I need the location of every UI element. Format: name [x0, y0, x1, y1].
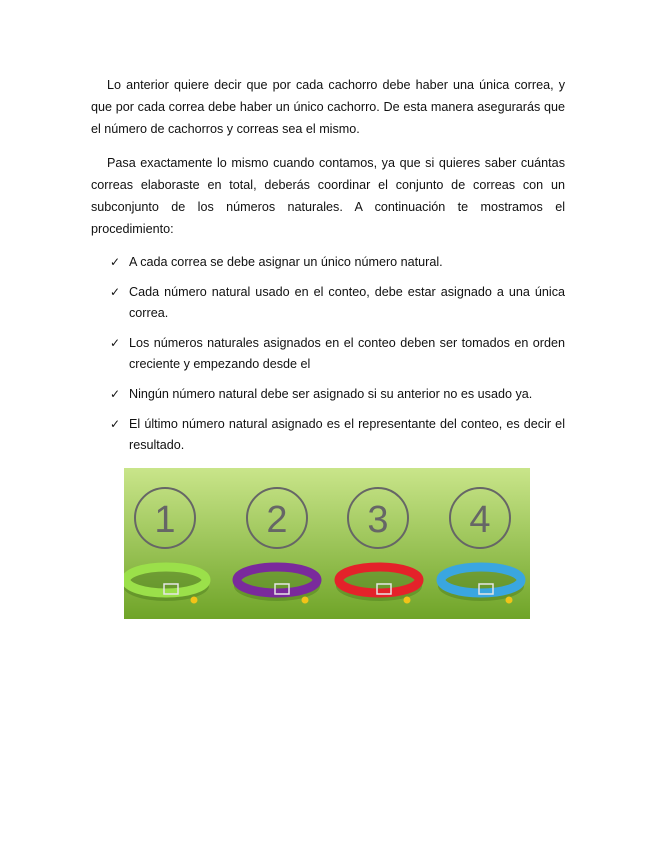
count-number: 2	[266, 499, 288, 541]
document-body	[91, 74, 565, 465]
count-number: 3	[367, 499, 389, 541]
checkmark-icon: ✓	[110, 285, 121, 299]
paragraph-2: Pasa exactamente lo mismo cuando contamos, ya que si quieres saber cuántas correas elaboraste en total, deberás coordinar el conjunto de correas con un subconjunto de los números naturales. A continuación te mostramos el procedimiento:	[91, 156, 565, 236]
collar-tag	[404, 597, 411, 604]
checklist-item-text: El último número natural asignado es el representante del conteo, es decir el resultado.	[129, 417, 565, 452]
paragraph-1: Lo anterior quiere decir que por cada cachorro debe haber una única correa, y que por cada correa debe haber un único cachorro. De esta manera asegurarás que el número de cachorros y correas sea el mismo.	[91, 78, 565, 136]
checklist-item-text: Ningún número natural debe ser asignado si su anterior no es usado ya.	[129, 387, 533, 401]
count-number: 4	[469, 499, 491, 541]
checklist-item	[91, 333, 565, 375]
checkmark-icon: ✓	[110, 336, 121, 350]
checklist-item	[91, 414, 565, 456]
collars-illustration	[124, 468, 530, 619]
checklist-item-text: Cada número natural usado en el conteo, debe estar asignado a una única correa.	[129, 285, 565, 320]
collar-tag	[302, 597, 309, 604]
checklist-item	[91, 282, 565, 324]
collar-tag	[506, 597, 513, 604]
procedure-checklist	[91, 252, 565, 456]
checkmark-icon: ✓	[110, 255, 121, 269]
collar-tag	[191, 597, 198, 604]
count-number: 1	[154, 499, 176, 541]
checklist-item	[91, 252, 565, 273]
numbered-collars-figure	[124, 468, 530, 619]
checkmark-icon: ✓	[110, 387, 121, 401]
checklist-item	[91, 384, 565, 405]
checklist-item-text: A cada correa se debe asignar un único número natural.	[129, 255, 443, 269]
checkmark-icon: ✓	[110, 417, 121, 431]
checklist-item-text: Los números naturales asignados en el conteo deben ser tomados en orden creciente y empezando desde el	[129, 336, 565, 371]
